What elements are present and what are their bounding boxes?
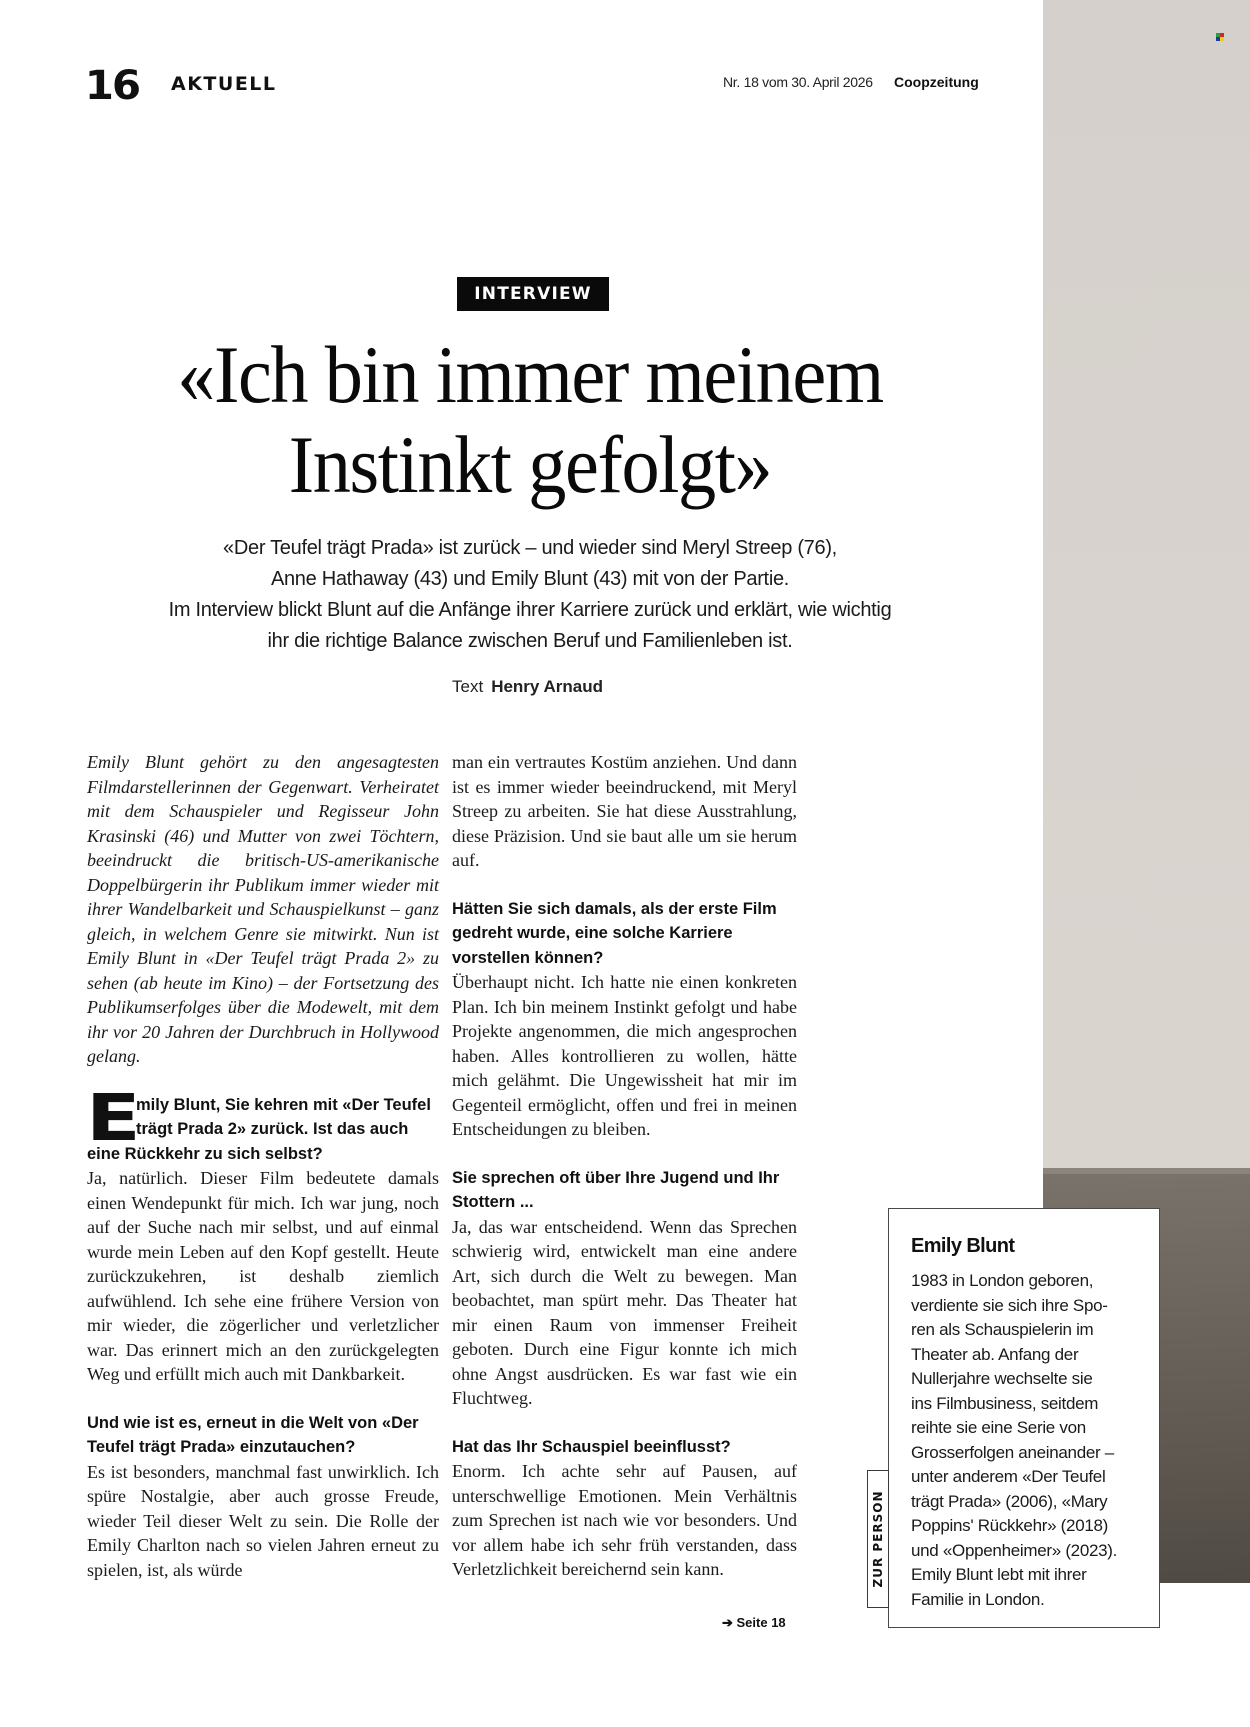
- infobox-line: trägt Prada» (2006), «Mary: [911, 1491, 1108, 1511]
- infobox-line: unter anderem «Der Teufel: [911, 1467, 1106, 1486]
- issue-date: Nr. 18 vom 30. April 2026: [723, 74, 873, 90]
- byline: [452, 677, 603, 697]
- lead-line: Im Interview blickt Blunt auf die Anfänge ihrer Karriere zurück und erklärt, wie wichtig: [168, 599, 892, 621]
- continued-on-page-link[interactable]: ➔ Seite 18: [722, 1615, 786, 1630]
- infobox-line: Nullerjahre wechselte sie: [911, 1369, 1093, 1388]
- article-column-2: [452, 750, 797, 1582]
- answer: Enorm. Ich achte sehr auf Pausen, auf unterschwellige Emotionen. Mein Verhältnis zum Sprechen ist nach wie vor besonders. Und vor allem habe ich sehr früh verstanden, dass Verletzlichkeit bereichernd sein kann.: [452, 1461, 797, 1579]
- answer-continued: man ein vertrautes Kostüm anziehen. Und dann ist es immer wieder beeindruckend, mit Meryl Streep zu arbeiten. Sie hat diese Ausstrahlung, diese Präzision. Und sie baut alle um sie herum auf.: [452, 752, 797, 870]
- infobox-line: Familie in London.: [911, 1589, 1045, 1609]
- question: Sie sprechen oft über Ihre Jugend und Ihr Stottern ...: [452, 1168, 780, 1211]
- kicker-badge: INTERVIEW: [457, 277, 609, 311]
- infobox-line: reihte sie eine Serie von: [911, 1418, 1086, 1437]
- person-infobox: [888, 1208, 1160, 1628]
- answer: Ja, natürlich. Dieser Film bedeutete damals einen Wendepunkt für mich. Ich war jung, noch auf der Suche nach mir selbst, und auf einmal wurde mein Leben auf den Kopf gestellt. Heute zurückzukehren, ist deshalb ziemlich aufwühlend. Ich sehe eine frühere Version von mir wieder, die zögerlicher und verletzlicher war. Das erinnert mich an den zurückgelegten Weg und erfüllt mich auch mit Dankbarkeit.: [87, 1168, 439, 1384]
- answer: Überhaupt nicht. Ich hatte nie einen konkreten Plan. Ich bin meinem Instinkt gefolgt und habe Projekte angenommen, die mich angesprochen haben. Alles kontrollieren zu wollen, hätte mich gelähmt. Die Ungewissheit hat mir im Gegenteil ermöglicht, offen und frei in meinen Entscheidungen zu bleiben.: [452, 972, 797, 1139]
- question: Hat das Ihr Schauspiel beeinflusst?: [452, 1437, 731, 1456]
- lead-line: «Der Teufel trägt Prada» ist zurück – und wieder sind Meryl Streep (76),: [223, 537, 837, 559]
- infobox-tab-label: ZUR PERSON: [871, 1490, 885, 1588]
- print-color-mark-icon: [1216, 33, 1224, 41]
- headline-line: «Ich bin immer meinem: [177, 329, 883, 420]
- page-number: 16: [84, 63, 139, 109]
- byline-label: Text: [452, 677, 484, 696]
- lead-line: ihr die richtige Balance zwischen Beruf und Familienleben ist.: [267, 630, 793, 652]
- byline-author: Henry Arnaud: [491, 677, 603, 696]
- infobox-line: ins Filmbusiness, seitdem: [911, 1393, 1099, 1413]
- infobox-line: Theater ab. Anfang der: [911, 1344, 1079, 1364]
- question-text: mily Blunt, Sie kehren mit «Der Teufel trägt Prada 2» zurück. Ist das auch eine Rückkehr zu sich selbst?: [87, 1095, 431, 1163]
- article-column-1: [87, 750, 439, 1582]
- infobox-body: [911, 1269, 1151, 1612]
- headline-line: Instinkt gefolgt»: [288, 419, 772, 510]
- infobox-line: verdiente sie sich ihre Spo-: [911, 1295, 1108, 1315]
- headline: [93, 330, 967, 510]
- drop-cap: E: [86, 1081, 141, 1156]
- lead-line: Anne Hathaway (43) und Emily Blunt (43) mit von der Partie.: [270, 568, 790, 590]
- infobox-title: Emily Blunt: [911, 1235, 1015, 1257]
- infobox-line: Emily Blunt lebt mit ihrer: [911, 1565, 1087, 1584]
- question: [86, 1081, 439, 1167]
- infobox-line: ren als Schauspielerin im: [911, 1320, 1094, 1339]
- question: Hätten Sie sich damals, als der erste Film gedreht wurde, eine solche Karriere vorstellen können?: [452, 899, 777, 967]
- answer: Ja, das war entscheidend. Wenn das Sprechen schwierig wird, entwickelt man eine andere Art, sich durch die Welt zu bewegen. Man beobachtet, man spürt mehr. Das Theater hat mir einen Raum von immenser Freiheit geboten. Durch eine Figur konnte ich mich ohne Angst ausdrücken. Es war fast wie ein Fluchtweg.: [452, 1216, 797, 1408]
- infobox-line: Poppins' Rückkehr» (2018): [911, 1516, 1109, 1535]
- answer: Es ist besonders, manchmal fast unwirklich. Ich spüre Nostalgie, aber auch grosse Freude, wieder Teil dieser Welt zu sein. Die Rolle der Emily Charlton nach so vielen Jahren erneut zu spielen, ist, als würde: [87, 1461, 439, 1580]
- infobox-line: Grosserfolgen aneinander –: [911, 1442, 1114, 1462]
- infobox-line: und «Oppenheimer» (2023).: [911, 1540, 1118, 1560]
- infobox-line: 1983 in London geboren,: [911, 1271, 1094, 1290]
- question: Und wie ist es, erneut in die Welt von «Der Teufel trägt Prada» einzutauchen?: [87, 1413, 419, 1456]
- lead-paragraph: [90, 533, 970, 657]
- intro-paragraph: Emily Blunt gehört zu den angesagtesten Filmdarstellerinnen der Gegenwart. Verheiratet mit dem Schauspieler und Regisseur John Krasinski (46) und Mutter von zwei Töchtern, beeindruckt die britisch-US-amerikanische Doppelbürgerin ihr Publikum immer wieder mit ihrer Wandelbarkeit und Schauspielkunst – ganz gleich, in welchem Genre sie mitwirkt. Nun ist Emily Blunt in «Der Teufel trägt Prada 2» zu sehen (ab heute im Kino) – der Fortsetzung des Publikumserfolges über die Modewelt, mit dem ihr vor 20 Jahren der Durchbruch in Hollywood gelang.: [87, 752, 439, 1066]
- section-label: AKTUELL: [171, 73, 277, 95]
- infobox-tab: [867, 1470, 889, 1608]
- publication-name: Coopzeitung: [894, 74, 979, 90]
